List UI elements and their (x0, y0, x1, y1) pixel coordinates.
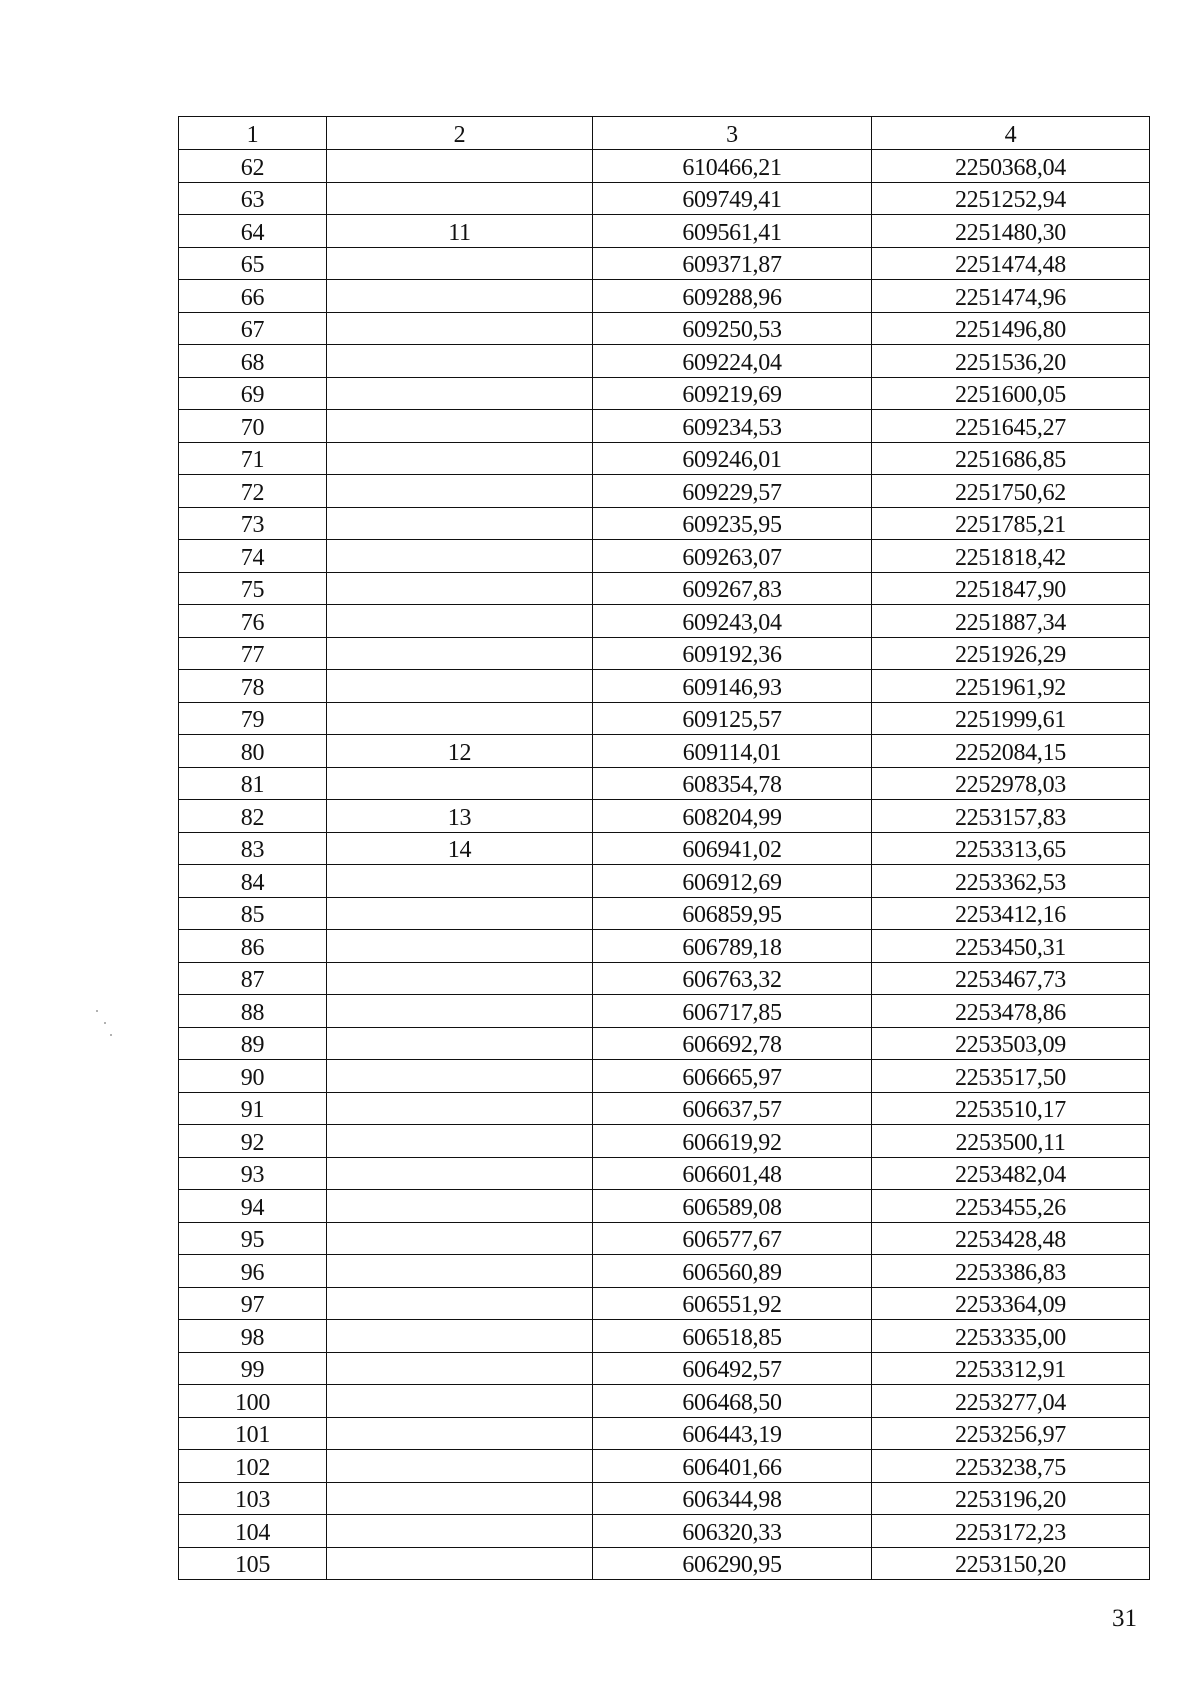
coordinate-y-cell: 2253455,26 (872, 1190, 1150, 1223)
point-number-cell: 71 (179, 442, 327, 475)
point-number-cell: 66 (179, 280, 327, 313)
coordinate-y-cell: 2253482,04 (872, 1157, 1150, 1190)
point-number-cell: 87 (179, 962, 327, 995)
coordinate-y-cell: 2253412,16 (872, 897, 1150, 930)
coordinate-y-cell: 2251480,30 (872, 215, 1150, 248)
coordinate-x-cell: 606665,97 (593, 1060, 872, 1093)
table-header (179, 117, 1150, 150)
table-row (179, 637, 1150, 670)
contour-number-cell (327, 475, 593, 508)
table-row (179, 1515, 1150, 1548)
coordinate-x-cell: 609224,04 (593, 345, 872, 378)
table-row (179, 1092, 1150, 1125)
coordinate-x-cell: 606912,69 (593, 865, 872, 898)
point-number-cell: 69 (179, 377, 327, 410)
point-number-cell: 72 (179, 475, 327, 508)
coordinate-y-cell: 2251818,42 (872, 540, 1150, 573)
contour-number-cell (327, 1027, 593, 1060)
coordinate-x-cell: 606492,57 (593, 1352, 872, 1385)
coordinate-y-cell: 2253362,53 (872, 865, 1150, 898)
coordinate-x-cell: 609229,57 (593, 475, 872, 508)
contour-number-cell (327, 1092, 593, 1125)
table-row (179, 995, 1150, 1028)
coordinate-x-cell: 609146,93 (593, 670, 872, 703)
table-row (179, 182, 1150, 215)
point-number-cell: 68 (179, 345, 327, 378)
scan-speck (104, 1022, 106, 1024)
coordinate-y-cell: 2253335,00 (872, 1320, 1150, 1353)
coordinate-x-cell: 606789,18 (593, 930, 872, 963)
coordinate-x-cell: 606692,78 (593, 1027, 872, 1060)
table-body (179, 150, 1150, 1580)
contour-number-cell (327, 182, 593, 215)
point-number-cell: 75 (179, 572, 327, 605)
point-number-cell: 91 (179, 1092, 327, 1125)
point-number-cell: 100 (179, 1385, 327, 1418)
point-number-cell: 97 (179, 1287, 327, 1320)
contour-number-cell: 14 (327, 832, 593, 865)
coordinate-y-cell: 2251474,96 (872, 280, 1150, 313)
coordinate-x-cell: 609235,95 (593, 507, 872, 540)
coordinate-x-cell: 609371,87 (593, 247, 872, 280)
contour-number-cell (327, 995, 593, 1028)
point-number-cell: 74 (179, 540, 327, 573)
point-number-cell: 81 (179, 767, 327, 800)
coordinate-y-cell: 2251961,92 (872, 670, 1150, 703)
contour-number-cell (327, 1482, 593, 1515)
contour-number-cell (327, 1385, 593, 1418)
coordinate-x-cell: 606518,85 (593, 1320, 872, 1353)
table-row (179, 735, 1150, 768)
contour-number-cell (327, 767, 593, 800)
coordinate-x-cell: 609263,07 (593, 540, 872, 573)
table-row (179, 442, 1150, 475)
coordinate-y-cell: 2253517,50 (872, 1060, 1150, 1093)
coordinate-x-cell: 609561,41 (593, 215, 872, 248)
table-row (179, 1222, 1150, 1255)
coordinate-y-cell: 2251600,05 (872, 377, 1150, 410)
point-number-cell: 94 (179, 1190, 327, 1223)
coordinate-x-cell: 606589,08 (593, 1190, 872, 1223)
table-row (179, 1482, 1150, 1515)
contour-number-cell (327, 150, 593, 183)
coordinate-x-cell: 609192,36 (593, 637, 872, 670)
header-cell-col2: 2 (327, 117, 593, 150)
page-number: 31 (1112, 1605, 1137, 1632)
point-number-cell: 102 (179, 1450, 327, 1483)
header-cell-col1: 1 (179, 117, 327, 150)
contour-number-cell (327, 377, 593, 410)
point-number-cell: 104 (179, 1515, 327, 1548)
table-row (179, 1255, 1150, 1288)
table-row (179, 702, 1150, 735)
coordinate-x-cell: 606344,98 (593, 1482, 872, 1515)
point-number-cell: 105 (179, 1547, 327, 1580)
table-row (179, 670, 1150, 703)
contour-number-cell (327, 1060, 593, 1093)
coordinate-y-cell: 2252084,15 (872, 735, 1150, 768)
header-row (179, 117, 1150, 150)
point-number-cell: 64 (179, 215, 327, 248)
contour-number-cell (327, 1125, 593, 1158)
table-row (179, 897, 1150, 930)
coordinate-y-cell: 2251496,80 (872, 312, 1150, 345)
coordinate-y-cell: 2251785,21 (872, 507, 1150, 540)
table-row (179, 312, 1150, 345)
coordinate-y-cell: 2253503,09 (872, 1027, 1150, 1060)
contour-number-cell (327, 1190, 593, 1223)
contour-number-cell (327, 605, 593, 638)
contour-number-cell (327, 1287, 593, 1320)
coordinate-x-cell: 606320,33 (593, 1515, 872, 1548)
table-row (179, 1060, 1150, 1093)
point-number-cell: 101 (179, 1417, 327, 1450)
point-number-cell: 78 (179, 670, 327, 703)
table-row (179, 247, 1150, 280)
point-number-cell: 90 (179, 1060, 327, 1093)
point-number-cell: 95 (179, 1222, 327, 1255)
coordinate-y-cell: 2253313,65 (872, 832, 1150, 865)
point-number-cell: 89 (179, 1027, 327, 1060)
table-row (179, 1125, 1150, 1158)
table-row (179, 1385, 1150, 1418)
header-cell-col3: 3 (593, 117, 872, 150)
coordinate-y-cell: 2253450,31 (872, 930, 1150, 963)
point-number-cell: 99 (179, 1352, 327, 1385)
coordinate-y-cell: 2251847,90 (872, 572, 1150, 605)
coordinate-x-cell: 609125,57 (593, 702, 872, 735)
coordinate-x-cell: 609243,04 (593, 605, 872, 638)
point-number-cell: 92 (179, 1125, 327, 1158)
coordinate-x-cell: 609749,41 (593, 182, 872, 215)
coordinate-y-cell: 2253478,86 (872, 995, 1150, 1028)
coordinate-y-cell: 2251645,27 (872, 410, 1150, 443)
contour-number-cell (327, 1417, 593, 1450)
point-number-cell: 77 (179, 637, 327, 670)
coordinate-y-cell: 2253428,48 (872, 1222, 1150, 1255)
table-row (179, 605, 1150, 638)
coordinate-y-cell: 2253500,11 (872, 1125, 1150, 1158)
coordinate-x-cell: 606551,92 (593, 1287, 872, 1320)
table-row (179, 832, 1150, 865)
point-number-cell: 76 (179, 605, 327, 638)
coordinate-y-cell: 2253277,04 (872, 1385, 1150, 1418)
coordinate-x-cell: 606717,85 (593, 995, 872, 1028)
coordinate-y-cell: 2253256,97 (872, 1417, 1150, 1450)
coordinates-table (178, 116, 1150, 1580)
contour-number-cell (327, 702, 593, 735)
coordinate-y-cell: 2253196,20 (872, 1482, 1150, 1515)
table-row (179, 1320, 1150, 1353)
table-row (179, 345, 1150, 378)
contour-number-cell (327, 1515, 593, 1548)
coordinate-y-cell: 2253238,75 (872, 1450, 1150, 1483)
point-number-cell: 62 (179, 150, 327, 183)
contour-number-cell (327, 930, 593, 963)
table-row (179, 540, 1150, 573)
table-row (179, 215, 1150, 248)
point-number-cell: 73 (179, 507, 327, 540)
contour-number-cell (327, 1157, 593, 1190)
coordinate-x-cell: 608354,78 (593, 767, 872, 800)
table-row (179, 572, 1150, 605)
contour-number-cell (327, 1547, 593, 1580)
table-row (179, 1190, 1150, 1223)
table-row (179, 865, 1150, 898)
contour-number-cell (327, 345, 593, 378)
coordinate-y-cell: 2253364,09 (872, 1287, 1150, 1320)
coordinate-x-cell: 606637,57 (593, 1092, 872, 1125)
coordinate-x-cell: 608204,99 (593, 800, 872, 833)
coordinate-x-cell: 606443,19 (593, 1417, 872, 1450)
point-number-cell: 93 (179, 1157, 327, 1190)
point-number-cell: 86 (179, 930, 327, 963)
contour-number-cell (327, 572, 593, 605)
point-number-cell: 83 (179, 832, 327, 865)
table-row (179, 1547, 1150, 1580)
coordinate-y-cell: 2251999,61 (872, 702, 1150, 735)
contour-number-cell (327, 1255, 593, 1288)
coordinate-y-cell: 2251887,34 (872, 605, 1150, 638)
coordinate-y-cell: 2251686,85 (872, 442, 1150, 475)
table-row (179, 475, 1150, 508)
point-number-cell: 96 (179, 1255, 327, 1288)
table-row (179, 377, 1150, 410)
coordinate-y-cell: 2253467,73 (872, 962, 1150, 995)
table-row (179, 1027, 1150, 1060)
contour-number-cell: 13 (327, 800, 593, 833)
coordinate-x-cell: 609288,96 (593, 280, 872, 313)
table-row (179, 930, 1150, 963)
contour-number-cell (327, 312, 593, 345)
point-number-cell: 65 (179, 247, 327, 280)
coordinate-y-cell: 2250368,04 (872, 150, 1150, 183)
table-row (179, 280, 1150, 313)
coordinate-x-cell: 606290,95 (593, 1547, 872, 1580)
contour-number-cell (327, 1450, 593, 1483)
contour-number-cell (327, 897, 593, 930)
contour-number-cell (327, 865, 593, 898)
coordinate-y-cell: 2253157,83 (872, 800, 1150, 833)
coordinate-x-cell: 609234,53 (593, 410, 872, 443)
point-number-cell: 98 (179, 1320, 327, 1353)
table-row (179, 1287, 1150, 1320)
coordinate-x-cell: 609246,01 (593, 442, 872, 475)
point-number-cell: 80 (179, 735, 327, 768)
coordinate-y-cell: 2253510,17 (872, 1092, 1150, 1125)
coordinate-x-cell: 606859,95 (593, 897, 872, 930)
table-row (179, 150, 1150, 183)
contour-number-cell (327, 670, 593, 703)
contour-number-cell (327, 540, 593, 573)
coordinate-y-cell: 2251536,20 (872, 345, 1150, 378)
contour-number-cell (327, 1320, 593, 1353)
coordinate-y-cell: 2252978,03 (872, 767, 1150, 800)
contour-number-cell (327, 962, 593, 995)
point-number-cell: 84 (179, 865, 327, 898)
coordinate-x-cell: 609114,01 (593, 735, 872, 768)
contour-number-cell (327, 1352, 593, 1385)
coordinate-y-cell: 2253312,91 (872, 1352, 1150, 1385)
contour-number-cell: 11 (327, 215, 593, 248)
coordinate-y-cell: 2251252,94 (872, 182, 1150, 215)
table-row (179, 410, 1150, 443)
coordinate-y-cell: 2253172,23 (872, 1515, 1150, 1548)
coordinate-x-cell: 606468,50 (593, 1385, 872, 1418)
coordinate-x-cell: 606763,32 (593, 962, 872, 995)
coordinate-y-cell: 2253150,20 (872, 1547, 1150, 1580)
coordinate-x-cell: 606619,92 (593, 1125, 872, 1158)
coordinate-x-cell: 610466,21 (593, 150, 872, 183)
scan-speck (110, 1034, 112, 1036)
coordinate-x-cell: 606577,67 (593, 1222, 872, 1255)
table-row (179, 507, 1150, 540)
contour-number-cell (327, 507, 593, 540)
table-row (179, 767, 1150, 800)
contour-number-cell: 12 (327, 735, 593, 768)
coordinate-y-cell: 2251926,29 (872, 637, 1150, 670)
coordinate-x-cell: 609267,83 (593, 572, 872, 605)
table-row (179, 1417, 1150, 1450)
table-row (179, 1352, 1150, 1385)
point-number-cell: 85 (179, 897, 327, 930)
coordinate-y-cell: 2251474,48 (872, 247, 1150, 280)
coordinate-y-cell: 2253386,83 (872, 1255, 1150, 1288)
coordinate-y-cell: 2251750,62 (872, 475, 1150, 508)
coordinate-x-cell: 606941,02 (593, 832, 872, 865)
table-row (179, 962, 1150, 995)
table-row (179, 1157, 1150, 1190)
contour-number-cell (327, 247, 593, 280)
point-number-cell: 70 (179, 410, 327, 443)
point-number-cell: 103 (179, 1482, 327, 1515)
point-number-cell: 79 (179, 702, 327, 735)
coordinate-x-cell: 606601,48 (593, 1157, 872, 1190)
contour-number-cell (327, 1222, 593, 1255)
contour-number-cell (327, 442, 593, 475)
table-row (179, 800, 1150, 833)
contour-number-cell (327, 410, 593, 443)
point-number-cell: 82 (179, 800, 327, 833)
point-number-cell: 88 (179, 995, 327, 1028)
header-cell-col4: 4 (872, 117, 1150, 150)
point-number-cell: 63 (179, 182, 327, 215)
scan-speck (96, 1010, 98, 1012)
table-row (179, 1450, 1150, 1483)
coordinate-x-cell: 609250,53 (593, 312, 872, 345)
contour-number-cell (327, 280, 593, 313)
point-number-cell: 67 (179, 312, 327, 345)
coordinate-x-cell: 606401,66 (593, 1450, 872, 1483)
contour-number-cell (327, 637, 593, 670)
coordinate-x-cell: 609219,69 (593, 377, 872, 410)
coordinate-x-cell: 606560,89 (593, 1255, 872, 1288)
